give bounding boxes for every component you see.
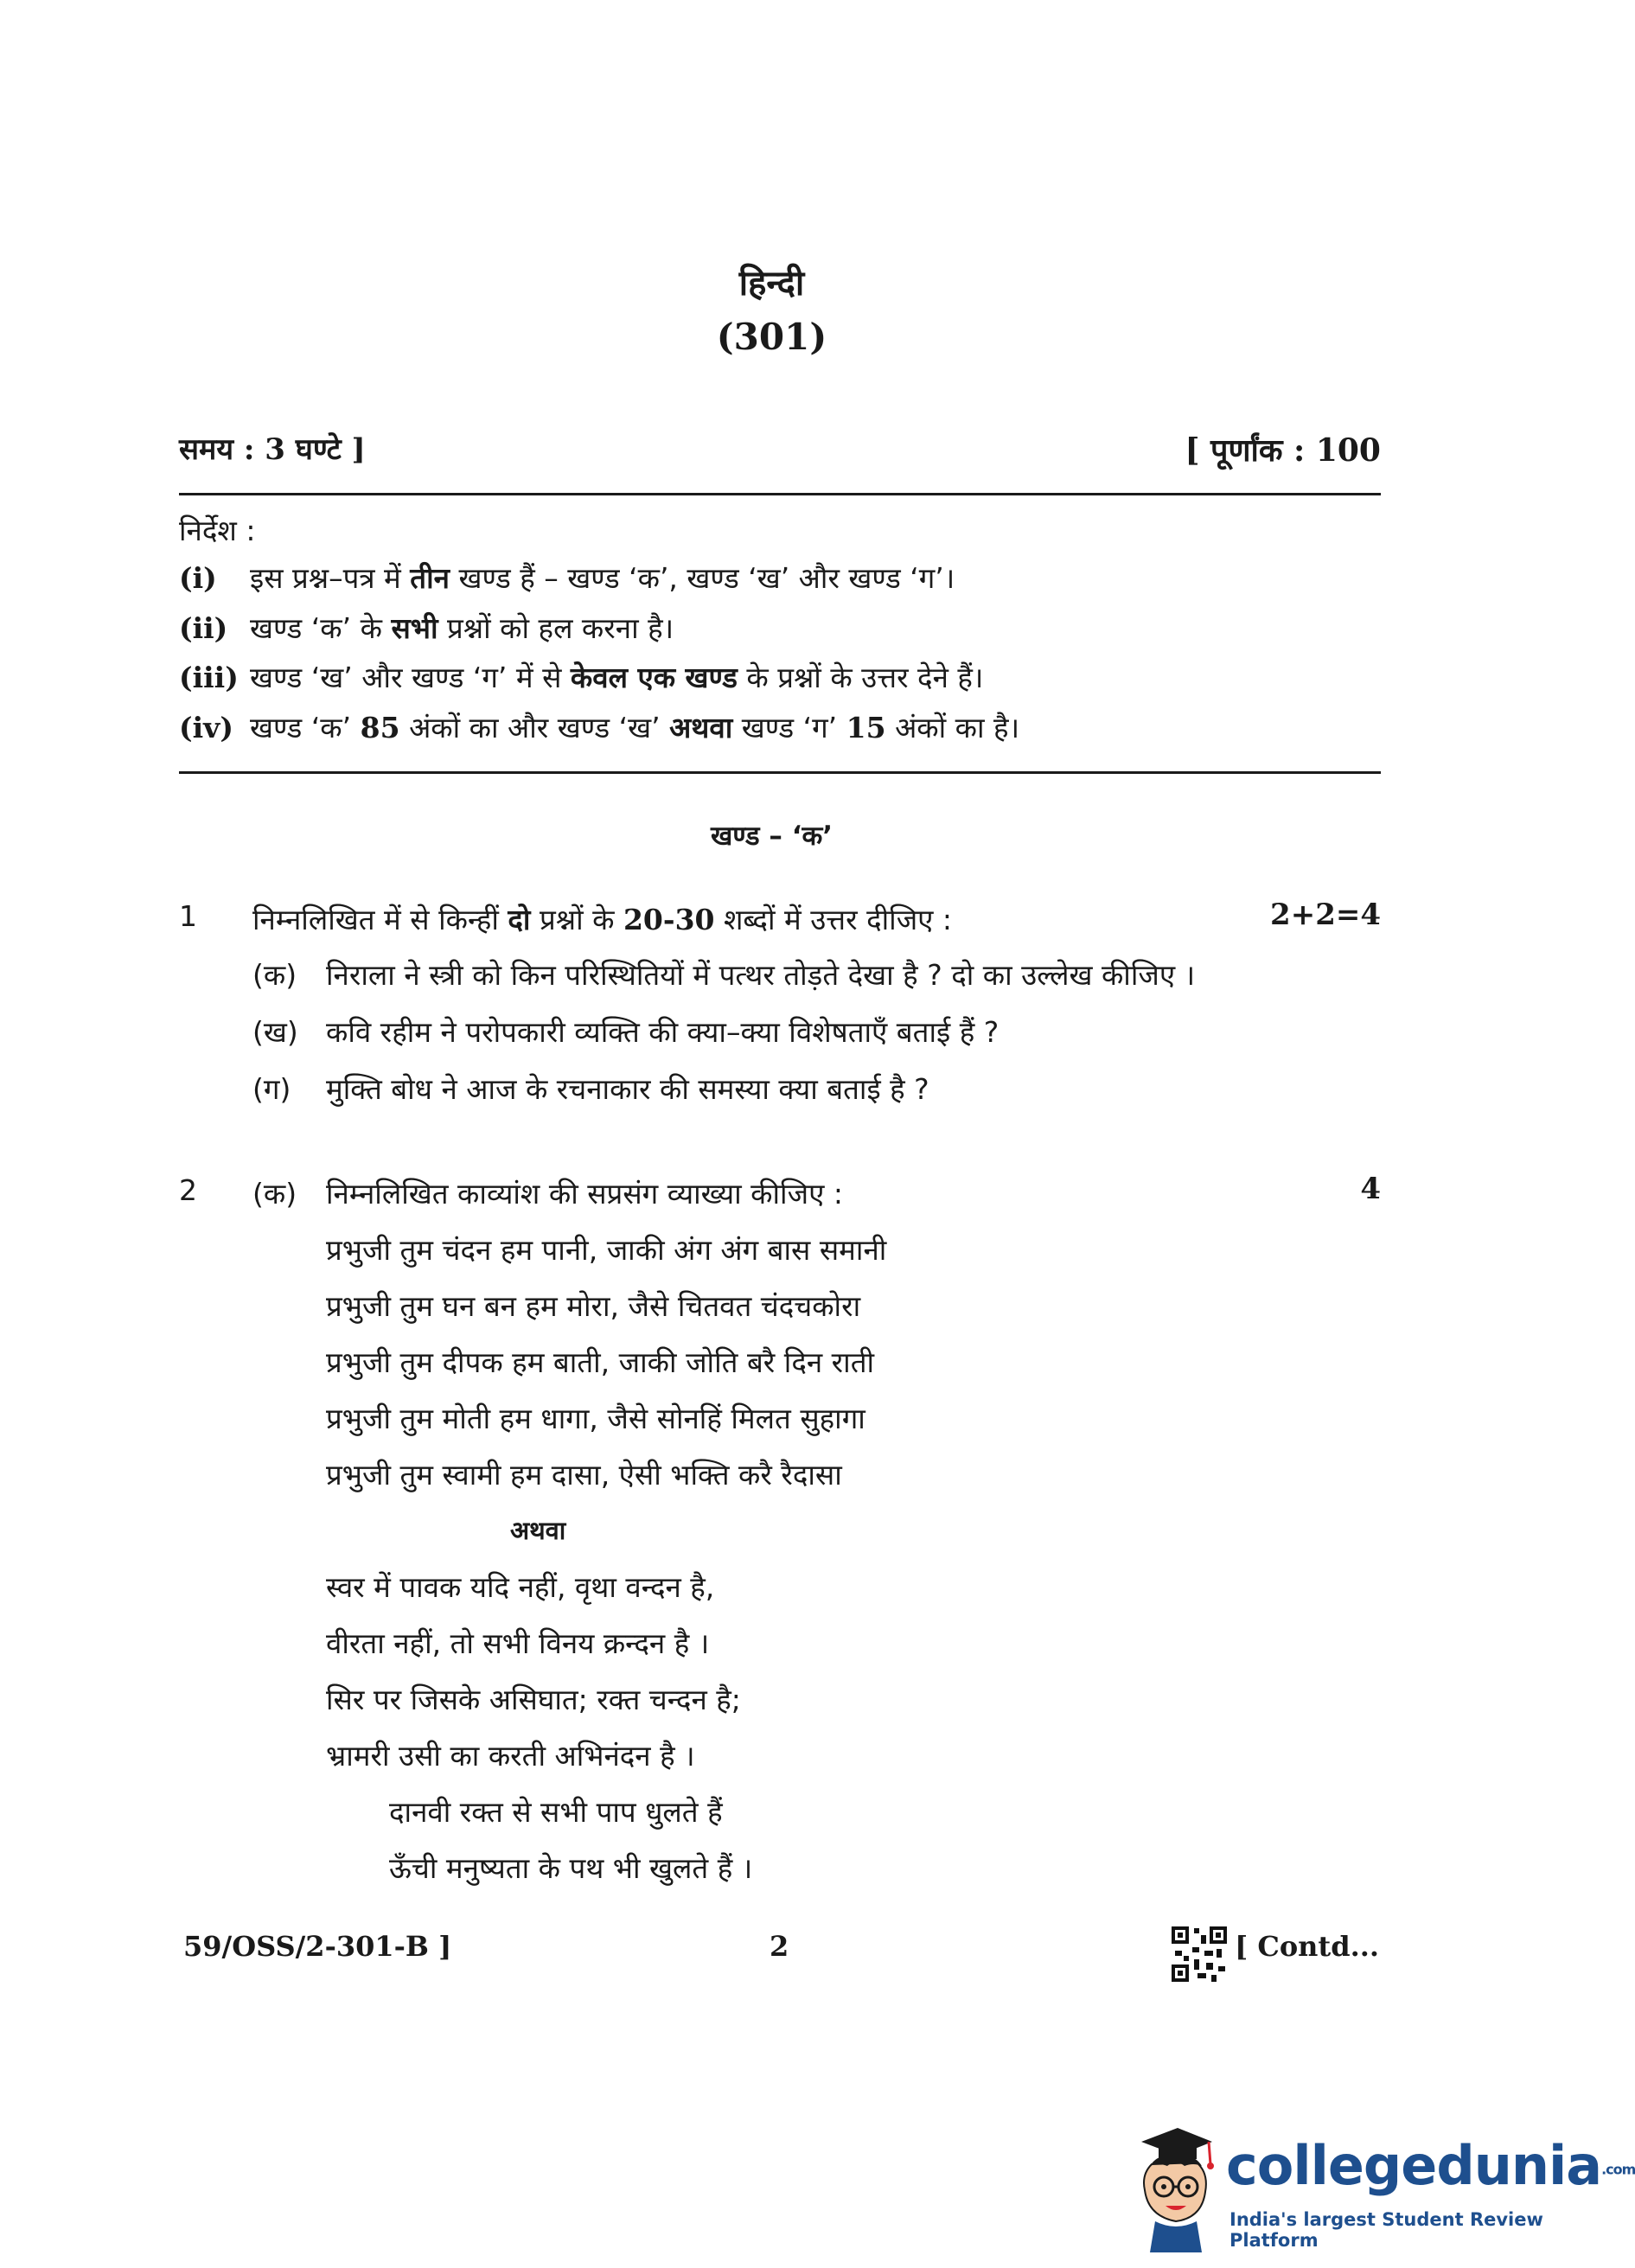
paper-code: 59/OSS/2-301-B ] [183,1930,452,1963]
instruction-number: (iv) [179,711,233,744]
verse-line: प्रभुजी तुम चंदन हम पानी, जाकी अंग अंग बास समानी [326,1233,887,1267]
sub-question-label: (क) [252,958,297,992]
question-1-text [252,899,952,938]
instruction-text: खण्ड ‘क’ के [250,611,392,645]
question-text: शब्दों में उत्तर दीजिए : [714,903,953,936]
question-emphasis: दो [508,903,531,936]
instruction-number: (iii) [179,661,239,694]
instruction-text: खण्ड ‘ग’ [732,711,846,744]
sub-question-text: निराला ने स्त्री को किन परिस्थितियों में पत्थर तोड़ते देखा है ? दो का उल्लेख कीजिए । [326,958,1196,992]
subject-code: (301) [716,316,827,358]
instruction-text: खण्ड ‘ख’ और खण्ड ‘ग’ में से [250,661,571,694]
instruction-emphasis: तीन [410,561,450,595]
instruction-text: के प्रश्नों के उत्तर देने हैं। [737,661,984,694]
brand-logo [1226,2134,1635,2197]
sub-question-text: कवि रहीम ने परोपकारी व्यक्ति की क्या–क्या विशेषताएँ बताई हैं ? [326,1015,1000,1049]
verse-line: प्रभुजी तुम दीपक हम बाती, जाकी जोति बरै दिन राती [326,1345,875,1379]
sub-question-label: (ख) [252,1015,298,1049]
instruction-item [179,608,674,647]
verse-line: ऊँची मनुष्यता के पथ भी खुलते हैं । [389,1851,753,1885]
verse-line: प्रभुजी तुम मोती हम धागा, जैसे सोनहिं मिलत सुहागा [326,1402,865,1435]
instruction-number: (ii) [179,611,228,645]
instruction-emphasis: सभी [391,611,438,645]
verse-line: प्रभुजी तुम स्वामी हम दासा, ऐसी भक्ति करै रैदासा [326,1458,842,1492]
sub-question-label: (क) [252,1177,297,1211]
question-marks: 2+2=4 [1270,898,1381,932]
instruction-number: (i) [179,561,217,595]
instruction-text: प्रश्नों को हल करना है। [437,611,674,645]
instruction-emphasis: केवल एक खण्ड [570,661,738,694]
instruction-text: इस प्रश्न–पत्र में [250,561,411,595]
section-heading: खण्ड – ‘क’ [710,821,833,852]
question-marks: 4 [1360,1172,1381,1206]
instruction-text: खण्ड ‘क’ [250,711,361,744]
verse-line: स्वर में पावक यदि नहीं, वृथा वन्दन है, [326,1570,715,1604]
verse-line: भ्रामरी उसी का करती अभिनंदन है । [326,1739,695,1773]
verse-line: वीरता नहीं, तो सभी विनय क्रन्दन है । [326,1626,710,1660]
sub-question [252,1012,999,1051]
or-label: अथवा [510,1516,566,1545]
sub-question-text: निम्नलिखित काव्यांश की सप्रसंग व्याख्या कीजिए : [326,1177,843,1211]
instruction-emphasis: अथवा [669,711,733,744]
sub-question-text: मुक्ति बोध ने आज के रचनाकार की समस्या क्या बताई है ? [326,1072,929,1106]
verse-line: दानवी रक्त से सभी पाप धुलते हैं [389,1795,723,1829]
instruction-text: खण्ड हैं – खण्ड ‘क’, खण्ड ‘ख’ और खण्ड ‘ग’। [449,561,955,595]
brand-tagline: India's largest Student Review Platform [1229,2209,1543,2251]
question-number: 1 [179,899,197,933]
max-marks-label: [ पूर्णांक : 100 [1185,432,1381,469]
brand-name: collegedunia [1226,2134,1602,2197]
page-number: 2 [770,1930,789,1963]
instructions-heading: निर्देश : [179,514,256,547]
verse-line: प्रभुजी तुम घन बन हम मोरा, जैसे चितवत चंदचकोरा [326,1289,861,1323]
sub-question [252,955,1195,993]
instruction-item [179,558,955,597]
subject-title: हिन्दी [738,263,805,303]
question-emphasis: 20-30 [623,903,715,936]
question-number: 2 [179,1173,197,1207]
continued-label: [ Contd... [1235,1930,1379,1963]
time-label: समय : 3 घण्टे ] [179,432,366,467]
instruction-emphasis: 85 [360,711,400,744]
instructions-divider [179,771,1381,774]
instruction-item [179,657,983,696]
instruction-emphasis: 15 [846,711,886,744]
brand-suffix: .com [1601,2161,1635,2178]
question-text: प्रश्नों के [530,903,623,936]
header-divider [179,493,1381,495]
sub-question [252,1069,929,1108]
verse-line: सिर पर जिसके असिघात; रक्त चन्दन है; [326,1683,741,1716]
instruction-text: अंकों का है। [885,711,1020,744]
qr-code-icon [1172,1926,1227,1982]
question-text: निम्नलिखित में से किन्हीं [252,903,508,936]
instruction-text: अंकों का और खण्ड ‘ख’ [399,711,670,744]
instruction-item [179,707,1019,746]
question-2-text [252,1173,843,1212]
brand-mascot-icon [1133,2123,1215,2252]
sub-question-label: (ग) [252,1072,291,1106]
